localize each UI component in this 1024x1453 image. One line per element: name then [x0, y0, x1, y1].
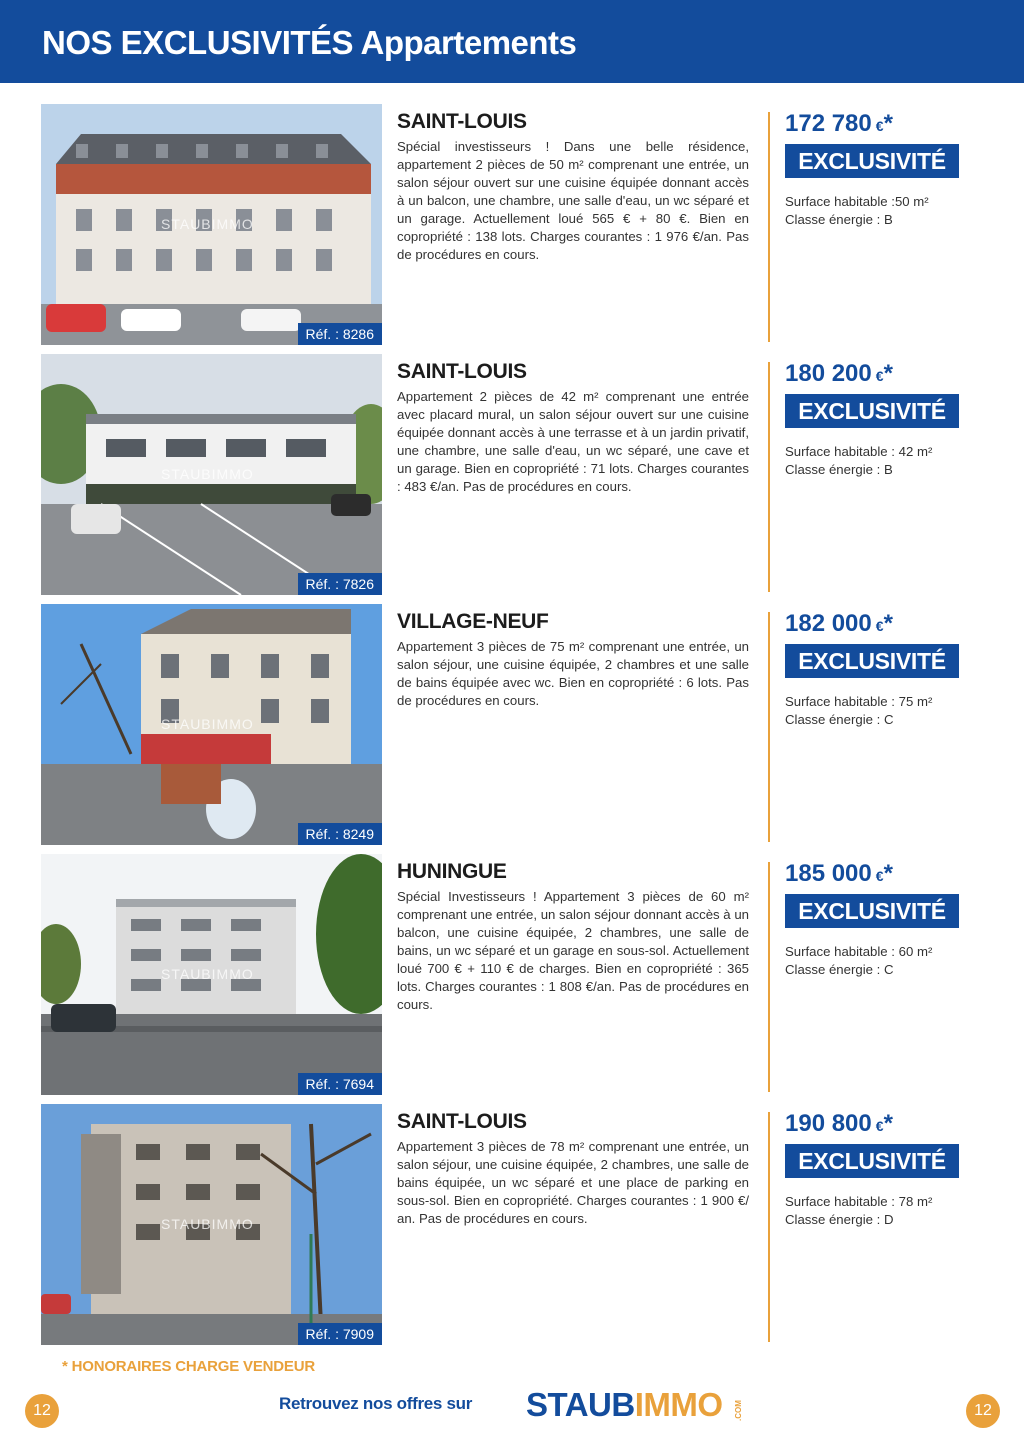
column-divider — [768, 362, 770, 592]
exclusivity-badge: EXCLUSIVITÉ — [785, 394, 959, 428]
energy-class: Classe énergie : C — [785, 962, 894, 977]
listing-city: SAINT-LOUIS — [397, 360, 527, 383]
listing-description: Appartement 3 pièces de 78 m² comprenant une entrée, un salon séjour, une cuisine équipée, 2 chambres, une salle de bains équipée, un wc séparé et une place de parking en sous-sol. Bien en copropriété. Charges courantes : 1 900 €/ an. Pas de procédures en cours. — [397, 1139, 749, 1226]
energy-class: Classe énergie : B — [785, 462, 893, 477]
brand-domain: .COM — [734, 1400, 743, 1421]
property-photo[interactable] — [41, 104, 382, 345]
page-number-right: 12 — [966, 1394, 1000, 1428]
price-value: 190 800 — [785, 1110, 872, 1137]
euro-symbol: € — [875, 868, 884, 884]
surface-area: Surface habitable : 75 m² — [785, 694, 933, 709]
euro-symbol: € — [875, 618, 884, 634]
energy-class: Classe énergie : B — [785, 212, 893, 227]
listing-card[interactable] — [0, 1104, 1024, 1345]
page-number-left: 12 — [25, 1394, 59, 1428]
price-value: 182 000 — [785, 610, 872, 637]
price-value: 185 000 — [785, 860, 872, 887]
listing-description: Appartement 2 pièces de 42 m² comprenant une entrée avec placard mural, un salon séjour ouvert sur une cuisine équipée donnant accès à une terrasse et à un jardin privatif, une chambre, une salle d'eau, un wc séparé, une cave et un garage. Bien en copropriété : 71 lots. Charges courantes : 483 €/an. Pas de procédures en cours. — [397, 389, 749, 494]
listing-price — [785, 610, 893, 638]
surface-area: Surface habitable : 42 m² — [785, 444, 933, 459]
page-title: NOS EXCLUSIVITÉS Appartements — [42, 24, 577, 61]
column-divider — [768, 862, 770, 1092]
price-asterisk: * — [883, 860, 893, 887]
energy-class: Classe énergie : D — [785, 1212, 894, 1227]
website-callout: Retrouvez nos offres sur — [279, 1394, 473, 1413]
reference-tag: Réf. : 8249 — [298, 823, 383, 845]
listing-card[interactable] — [0, 854, 1024, 1095]
property-photo[interactable] — [41, 354, 382, 595]
price-value: 180 200 — [785, 360, 872, 387]
energy-class: Classe énergie : C — [785, 712, 894, 727]
photo-watermark: STAUBIMMO — [161, 216, 254, 232]
exclusivity-badge: EXCLUSIVITÉ — [785, 644, 959, 678]
euro-symbol: € — [875, 118, 884, 134]
price-value: 172 780 — [785, 110, 872, 137]
listing-description: Spécial Investisseurs ! Appartement 3 pièces de 60 m² comprenant une entrée, un salon séjour donnant accès à un balcon, une cuisine équipée, 2 chambres, une salle de bains, un wc séparé et un garage en sous-sol. Actuellement loué 700 € + 110 € de charges. Bien en copropriété : 365 lots. Charges courantes : 1 808 €/an. Pas de procédures en cours. — [397, 889, 749, 1012]
listing-description: Spécial investisseurs ! Dans une belle résidence, appartement 2 pièces de 50 m² comprenant une entrée, un salon séjour ouvert sur une cuisine équipée donnant accès à un balcon, une chambre, une salle d'eau, un wc séparé et un garage. Actuellement loué 565 € + 80 €. Bien en copropriété : 138 lots. Charges courantes : 1 976 €/an. Pas de procédures en cours. — [397, 139, 749, 262]
euro-symbol: € — [875, 1118, 884, 1134]
photo-watermark: STAUBIMMO — [161, 466, 254, 482]
reference-tag: Réf. : 8286 — [298, 323, 383, 345]
euro-symbol: € — [875, 368, 884, 384]
price-asterisk: * — [883, 360, 893, 387]
photo-watermark: STAUBIMMO — [161, 716, 254, 732]
listing-card[interactable] — [0, 104, 1024, 345]
listing-price — [785, 860, 893, 888]
listing-city: VILLAGE-NEUF — [397, 610, 549, 633]
brand-logo-part2: IMMO — [634, 1386, 723, 1423]
listing-card[interactable] — [0, 354, 1024, 595]
fees-footnote: * HONORAIRES CHARGE VENDEUR — [62, 1358, 315, 1375]
exclusivity-badge: EXCLUSIVITÉ — [785, 1144, 959, 1178]
exclusivity-badge: EXCLUSIVITÉ — [785, 894, 959, 928]
listing-price — [785, 360, 893, 388]
listing-price — [785, 110, 893, 138]
photo-watermark: STAUBIMMO — [161, 966, 254, 982]
price-asterisk: * — [883, 1110, 893, 1137]
photo-watermark: STAUBIMMO — [161, 1216, 254, 1232]
listing-price — [785, 1110, 893, 1138]
page-header — [0, 0, 1024, 83]
brand-logo-part1: STAUB — [526, 1386, 635, 1423]
reference-tag: Réf. : 7909 — [298, 1323, 383, 1345]
column-divider — [768, 612, 770, 842]
listing-city: HUNINGUE — [397, 860, 507, 883]
column-divider — [768, 1112, 770, 1342]
surface-area: Surface habitable :50 m² — [785, 194, 929, 209]
listing-city: SAINT-LOUIS — [397, 110, 527, 133]
surface-area: Surface habitable : 60 m² — [785, 944, 933, 959]
exclusivity-badge: EXCLUSIVITÉ — [785, 144, 959, 178]
listing-card[interactable] — [0, 604, 1024, 845]
reference-tag: Réf. : 7826 — [298, 573, 383, 595]
column-divider — [768, 112, 770, 342]
brand-logo[interactable] — [526, 1386, 723, 1424]
surface-area: Surface habitable : 78 m² — [785, 1194, 933, 1209]
property-photo[interactable] — [41, 604, 382, 845]
price-asterisk: * — [883, 110, 893, 137]
property-photo[interactable] — [41, 854, 382, 1095]
listing-description: Appartement 3 pièces de 75 m² comprenant une entrée, un salon séjour, une cuisine équipée, 2 chambres et une salle de bains équipée avec wc. Bien en copropriété : 6 lots. Pas de procédures en cours. — [397, 639, 749, 708]
listing-city: SAINT-LOUIS — [397, 1110, 527, 1133]
price-asterisk: * — [883, 610, 893, 637]
property-photo[interactable] — [41, 1104, 382, 1345]
reference-tag: Réf. : 7694 — [298, 1073, 383, 1095]
